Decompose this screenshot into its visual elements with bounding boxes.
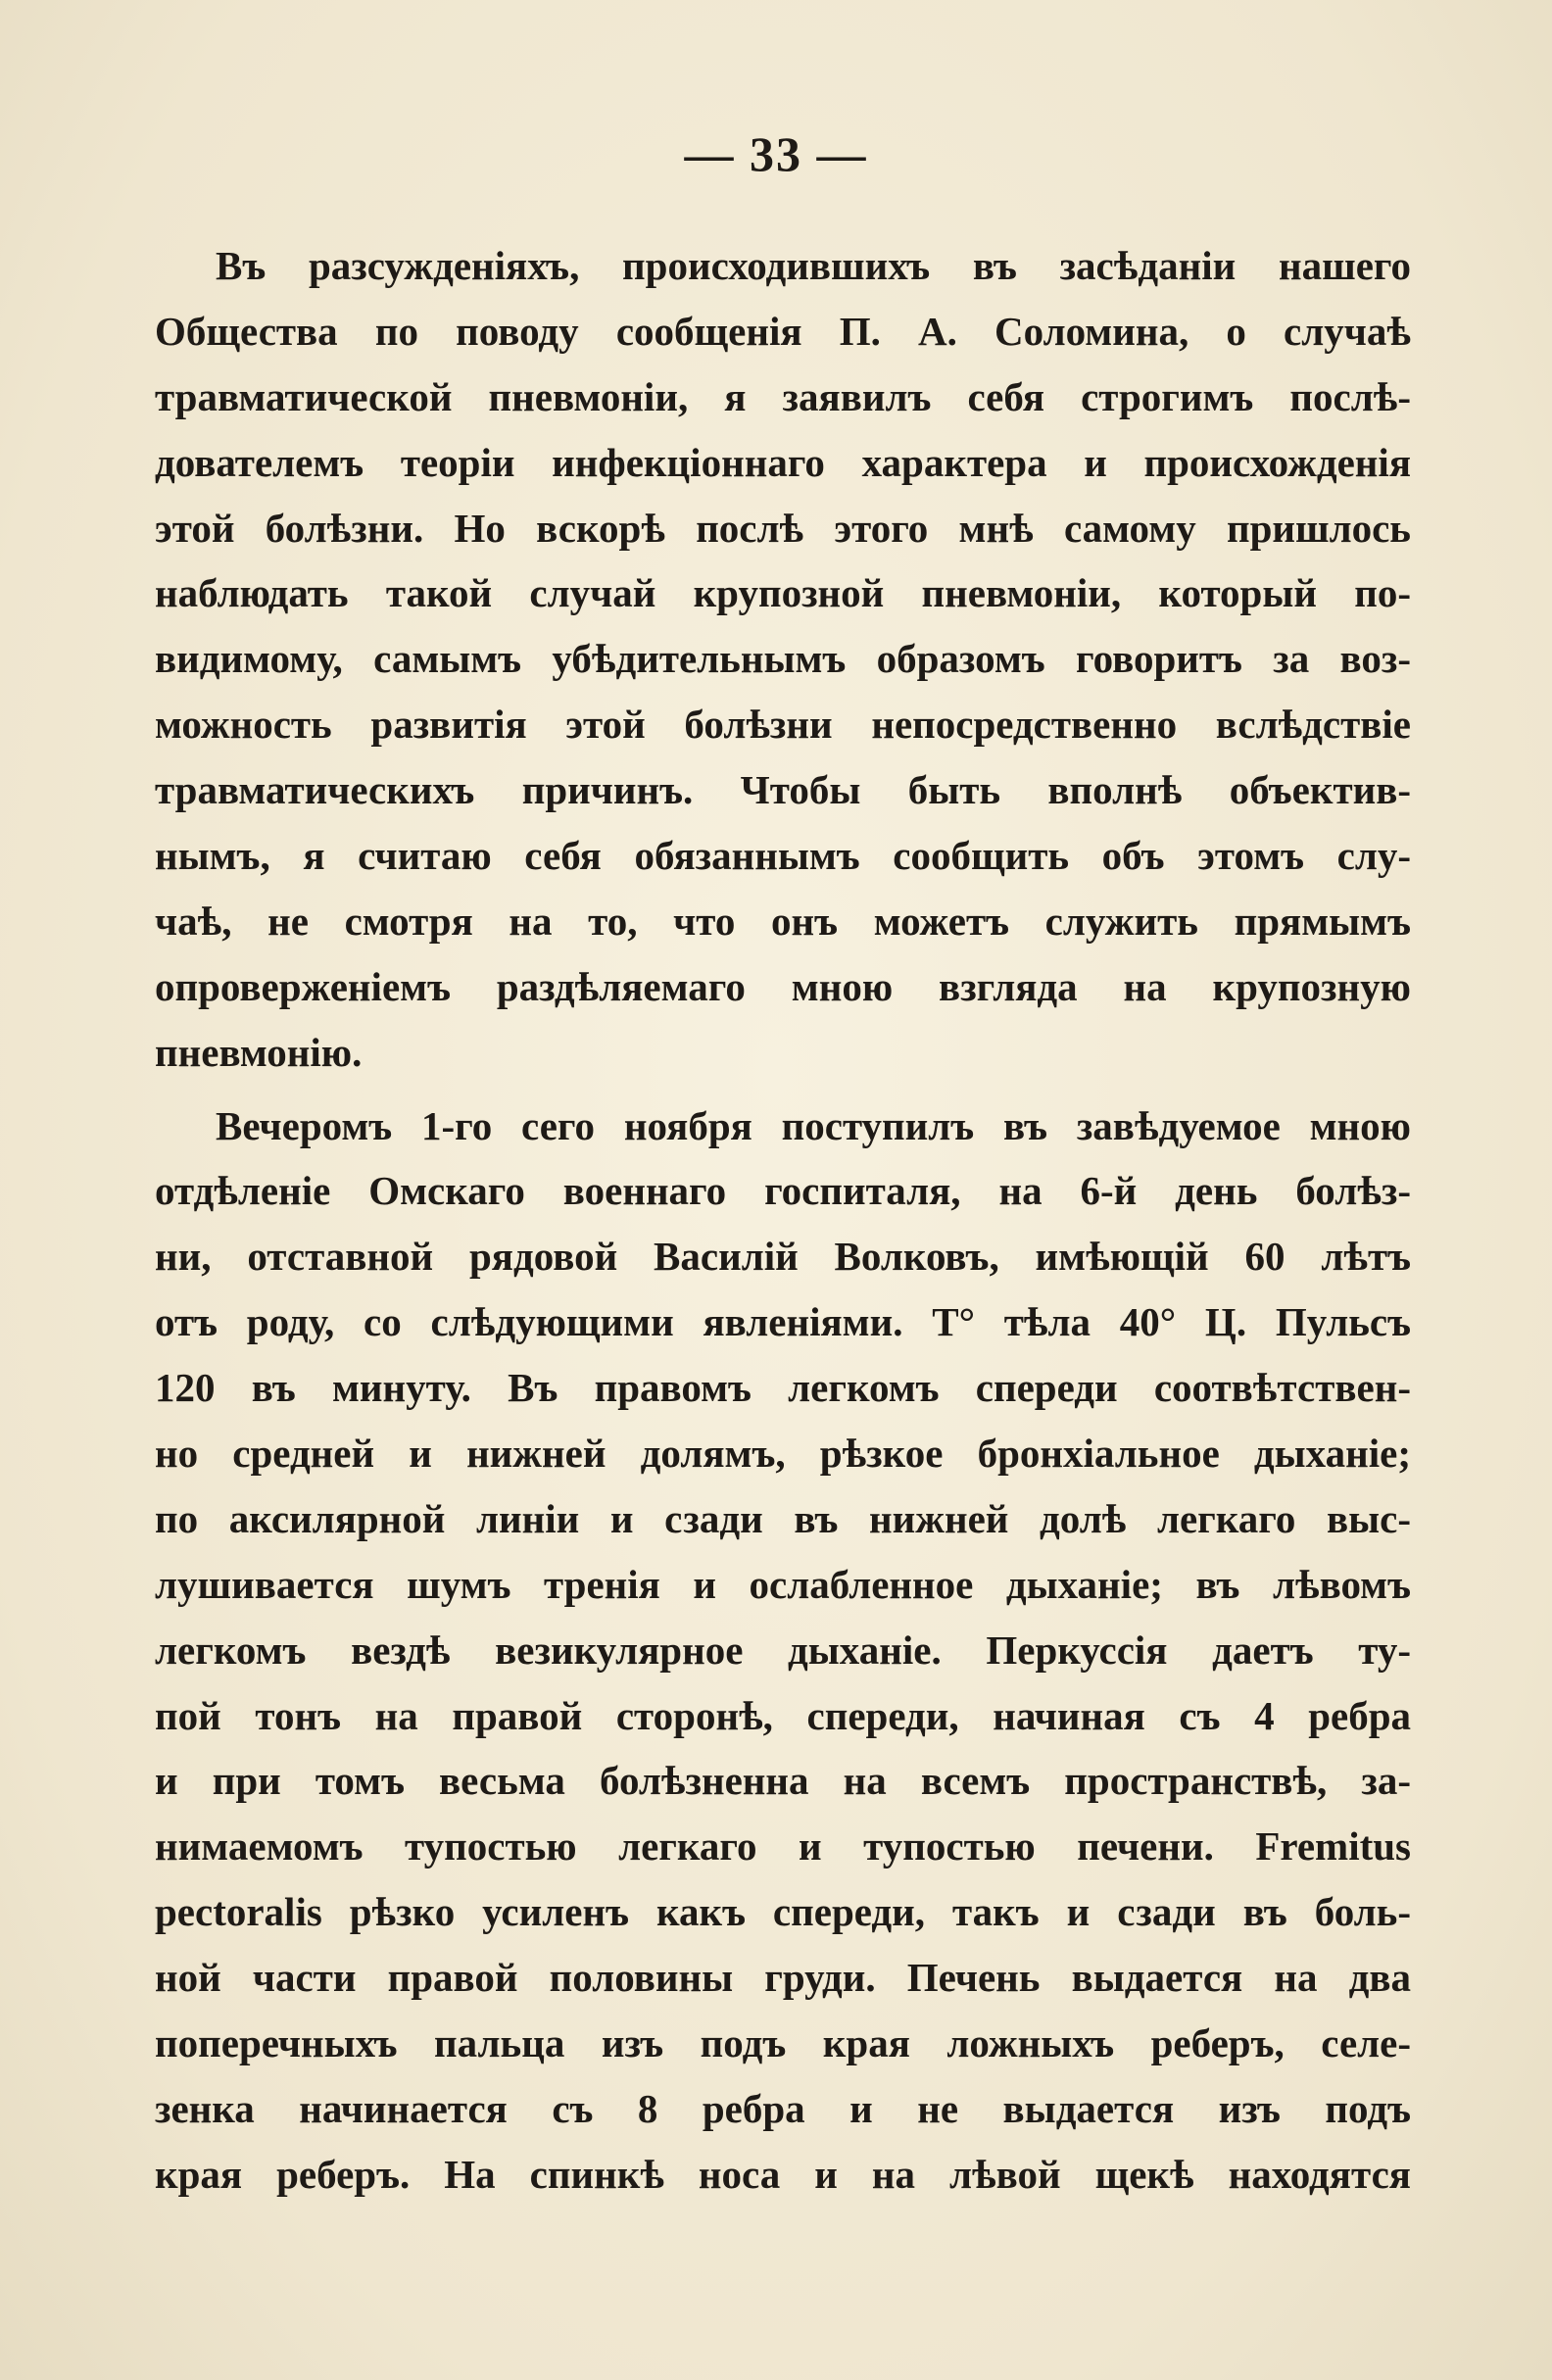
- text-line: легкомъ вездѣ везикулярное дыханіе. Перкуссія даетъ ту-: [155, 1627, 1411, 1673]
- text-line: наблюдать такой случай крупозной пневмоніи, который по-: [155, 570, 1411, 616]
- text-line: по аксилярной линіи и сзади въ нижней долѣ легкаго выс-: [155, 1495, 1411, 1541]
- text-line: но средней и нижней долямъ, рѣзкое бронхіальное дыханіе;: [155, 1431, 1411, 1477]
- text-line: пой тонъ на правой сторонѣ, спереди, начиная съ 4 ребра: [155, 1692, 1411, 1738]
- text-line: отдѣленіе Омскаго военнаго госпиталя, на 6-й день болѣз-: [155, 1168, 1411, 1214]
- text-line: и при томъ весьма болѣзненна на всемъ пространствѣ, за-: [155, 1758, 1411, 1804]
- text-line: Въ разсужденіяхъ, происходившихъ въ засѣданіи нашего: [216, 243, 1411, 288]
- text-line: Общества по поводу сообщенія П. А. Соломина, о случаѣ: [155, 308, 1411, 354]
- text-line: травматическихъ причинъ. Чтобы быть вполнѣ объектив-: [155, 767, 1411, 813]
- text-line: травматической пневмоніи, я заявилъ себя строгимъ послѣ-: [155, 373, 1411, 419]
- text-line: чаѣ, не смотря на то, что онъ можетъ служить прямымъ: [155, 898, 1411, 944]
- text-line: 120 въ минуту. Въ правомъ легкомъ спереди соотвѣтствен-: [155, 1365, 1411, 1411]
- paragraph: [155, 233, 1411, 1086]
- text-line: лушивается шумъ тренія и ослабленное дыханіе; въ лѣвомъ: [155, 1561, 1411, 1607]
- text-line: можность развитія этой болѣзни непосредственно вслѣдствіе: [155, 702, 1411, 748]
- text-line: этой болѣзни. Но вскорѣ послѣ этого мнѣ самому пришлось: [155, 505, 1411, 551]
- text-line: ной части правой половины груди. Печень выдается на два: [155, 1955, 1411, 2001]
- text-line: отъ роду, со слѣдующими явленіями. T° тѣла 40° Ц. Пульсъ: [155, 1299, 1411, 1345]
- text-line: ни, отставной рядовой Василій Волковъ, имѣющій 60 лѣтъ: [155, 1234, 1411, 1280]
- text-line: Вечеромъ 1-го сего ноября поступилъ въ завѣдуемое мною: [216, 1102, 1411, 1148]
- page-number: — 33 —: [684, 126, 868, 181]
- body-text: [155, 233, 1411, 2208]
- paragraph: [155, 1093, 1411, 2208]
- text-line: нымъ, я считаю себя обязаннымъ сообщить объ этомъ слу-: [155, 833, 1411, 879]
- text-line: поперечныхъ пальца изъ подъ края ложныхъ реберъ, селе-: [155, 2020, 1411, 2066]
- text-line: нимаемомъ тупостью легкаго и тупостью печени. Fremitus: [155, 1823, 1411, 1870]
- text-line: опроверженіемъ раздѣляемаго мною взгляда на крупозную: [155, 963, 1411, 1009]
- text-line: края реберъ. На спинкѣ носа и на лѣвой щекѣ находятся: [155, 2151, 1411, 2197]
- text-line: пневмонію.: [155, 1029, 363, 1075]
- text-line: видимому, самымъ убѣдительнымъ образомъ говоритъ за воз-: [155, 636, 1411, 682]
- text-line: зенка начинается съ 8 ребра и не выдается изъ подъ: [155, 2085, 1411, 2131]
- text-line: pectoralis рѣзко усиленъ какъ спереди, такъ и сзади въ боль-: [155, 1889, 1411, 1935]
- paragraph-gap: [155, 1086, 1411, 1093]
- text-line: дователемъ теоріи инфекціоннаго характера и происхожденія: [155, 439, 1411, 485]
